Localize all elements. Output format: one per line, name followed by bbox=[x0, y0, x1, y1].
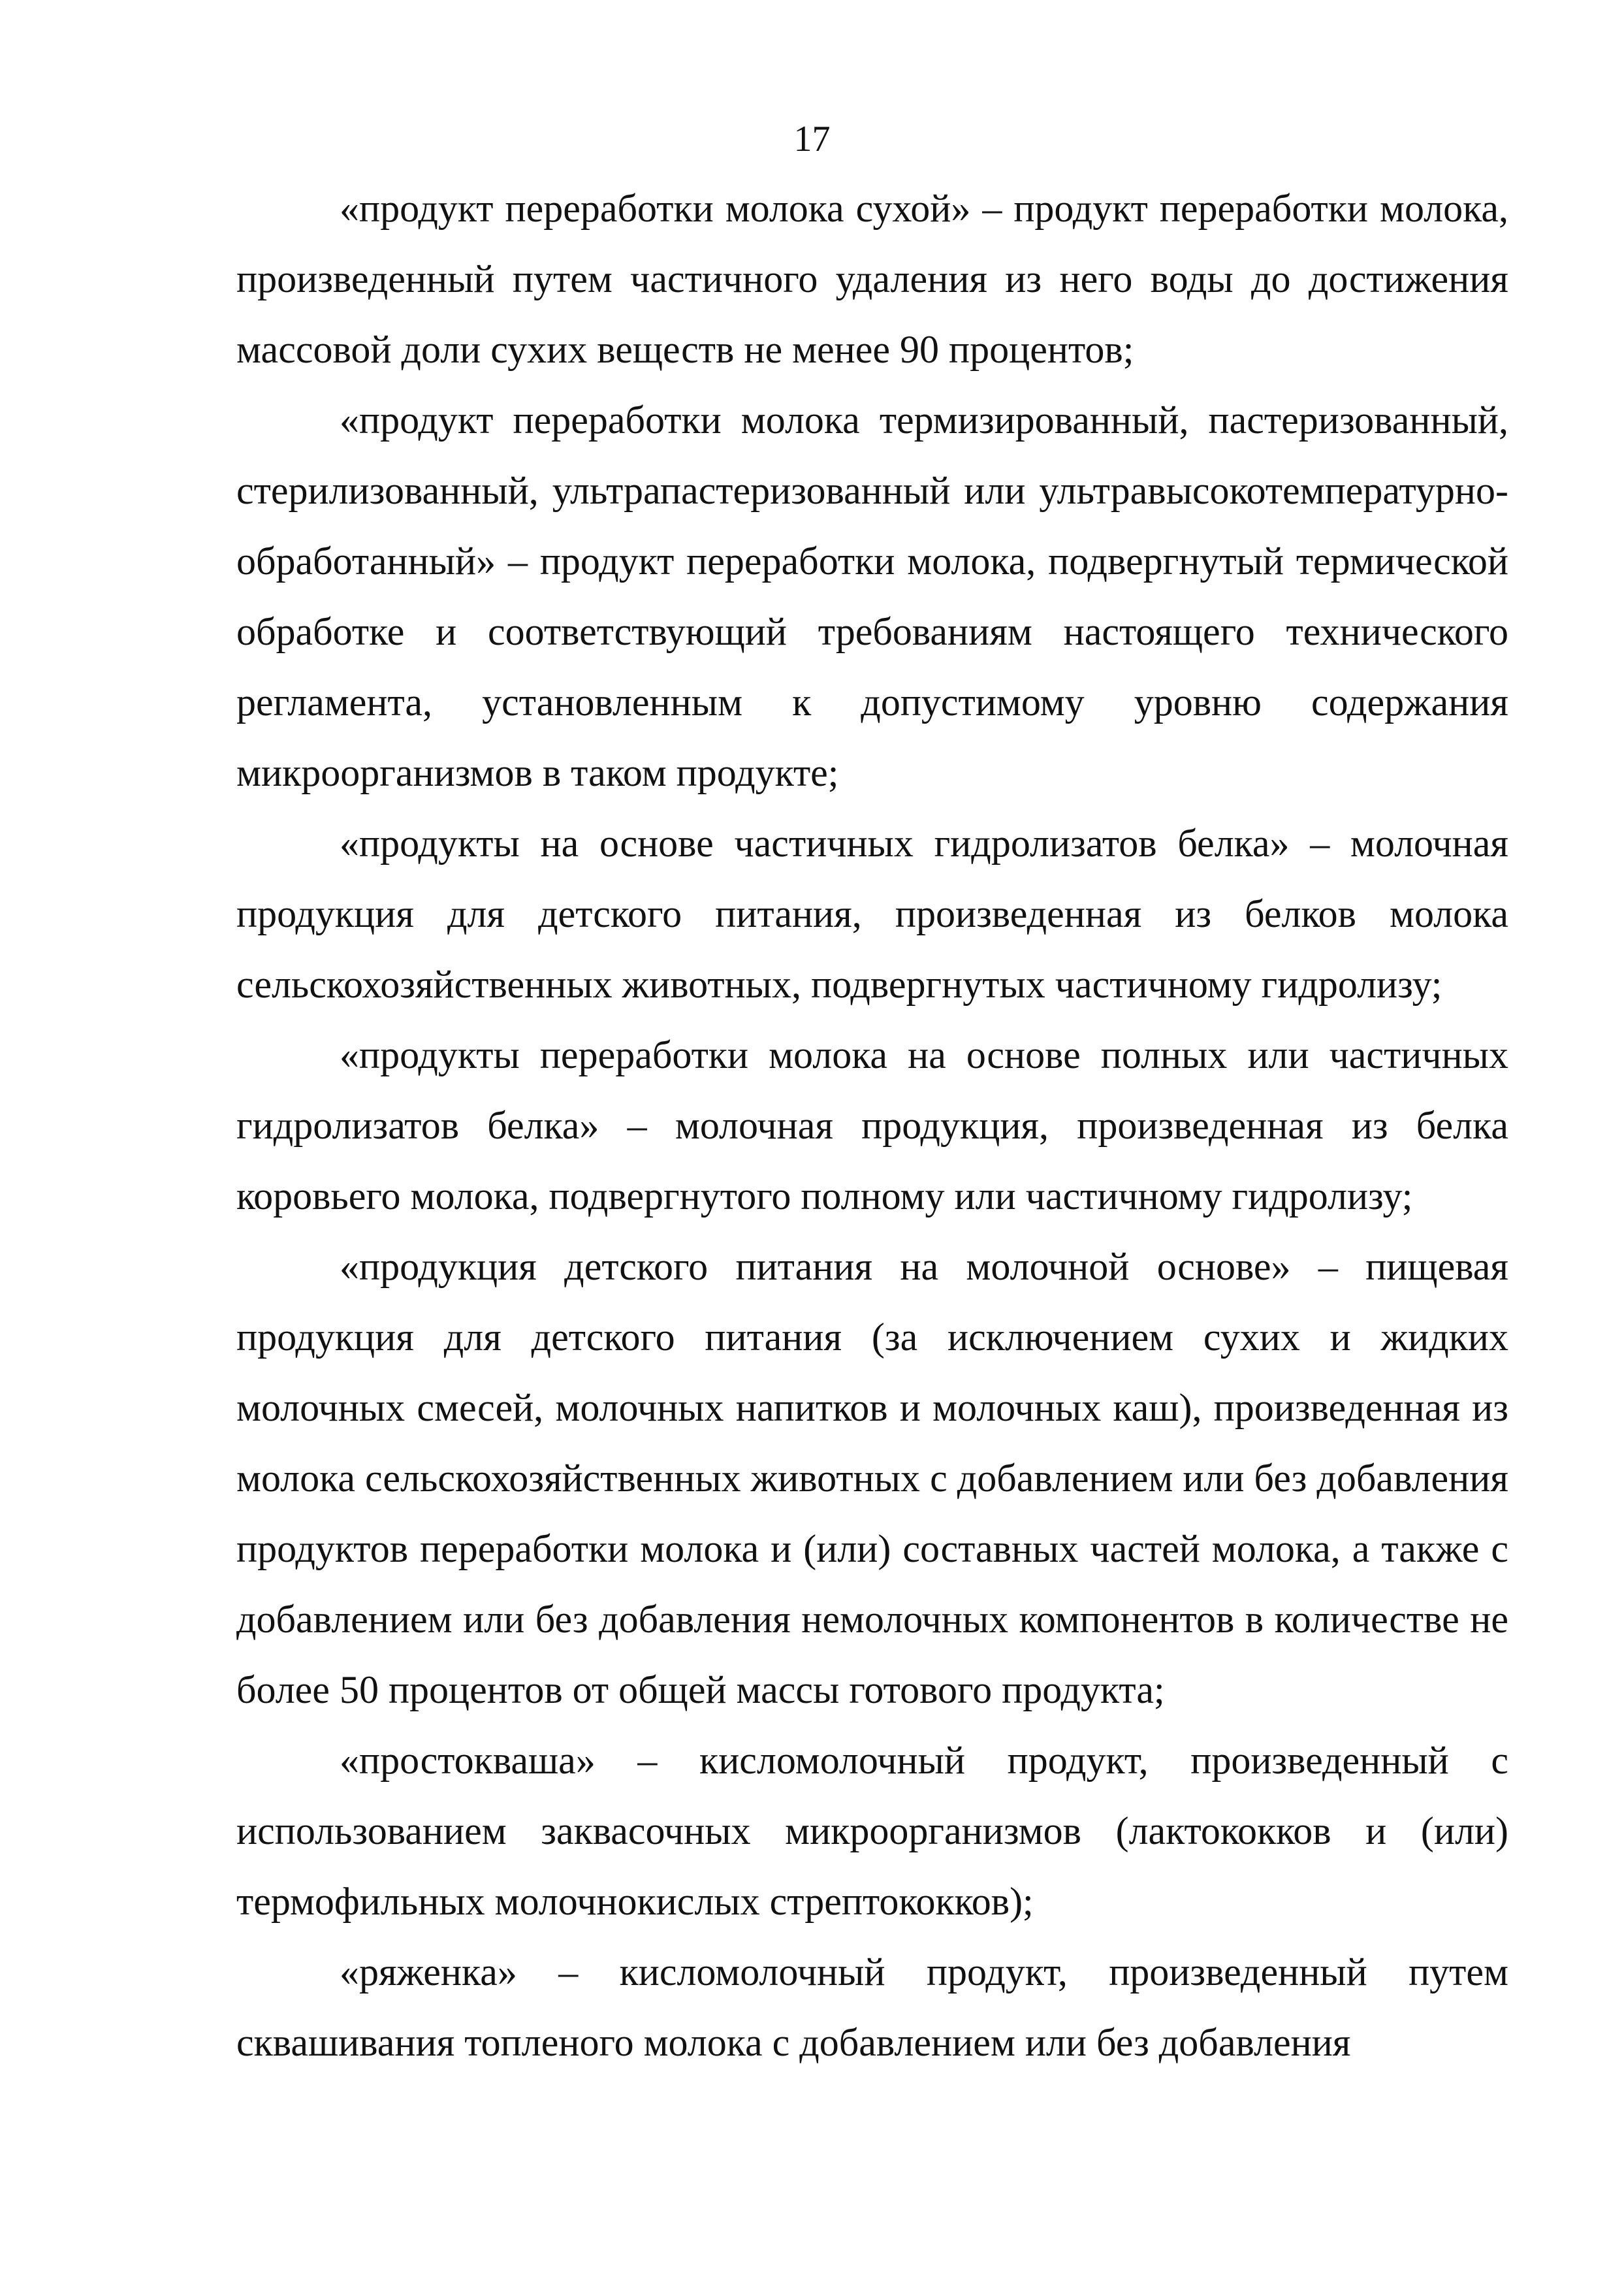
page-number: 17 bbox=[793, 119, 831, 159]
definition-heat-treated-milk-product: «продукт переработки молока термизированный, пастеризованный, стерилизованный, ультрапастеризованный или ультравысокотемпературно-обработанный» – продукт переработки молока, подвергнутый термической обработке и соответствующий требованиям настоящего технического регламента, установленным к допустимому уровню содержания микроорганизмов в таком продукте; bbox=[236, 398, 1508, 794]
document-body bbox=[236, 173, 1508, 2078]
definition-hydrolysate-milk-products: «продукты переработки молока на основе полных или частичных гидролизатов белка» – молочная продукция, произведенная из белка коровьего молока, подвергнутого полному или частичному гидролизу; bbox=[236, 1033, 1508, 1218]
definition-prostokvasha: «простокваша» – кисломолочный продукт, произведенный с использованием заквасочных микроорганизмов (лактококков и (или) термофильных молочнокислых стрептококков); bbox=[236, 1739, 1508, 1923]
definition-dry-milk-product: «продукт переработки молока сухой» – продукт переработки молока, произведенный путем частичного удаления из него воды до достижения массовой доли сухих веществ не менее 90 процентов; bbox=[236, 187, 1508, 371]
definition-ryazhenka: «ряженка» – кисломолочный продукт, произведенный путем сквашивания топленого молока с добавлением или без добавления bbox=[236, 1950, 1508, 2064]
definition-baby-food-milk-based: «продукция детского питания на молочной основе» – пищевая продукция для детского питания (за исключением сухих и жидких молочных смесей, молочных напитков и молочных каш), произведенная из молока сельскохозяйственных животных с добавлением или без добавления продуктов переработки молока и (или) составных частей молока, а также с добавлением или без добавления немолочных компонентов в количестве не более 50 процентов от общей массы готового продукта; bbox=[236, 1245, 1508, 1711]
definition-partial-hydrolysate-products: «продукты на основе частичных гидролизатов белка» – молочная продукция для детского питания, произведенная из белков молока сельскохозяйственных животных, подвергнутых частичному гидролизу; bbox=[236, 822, 1508, 1006]
